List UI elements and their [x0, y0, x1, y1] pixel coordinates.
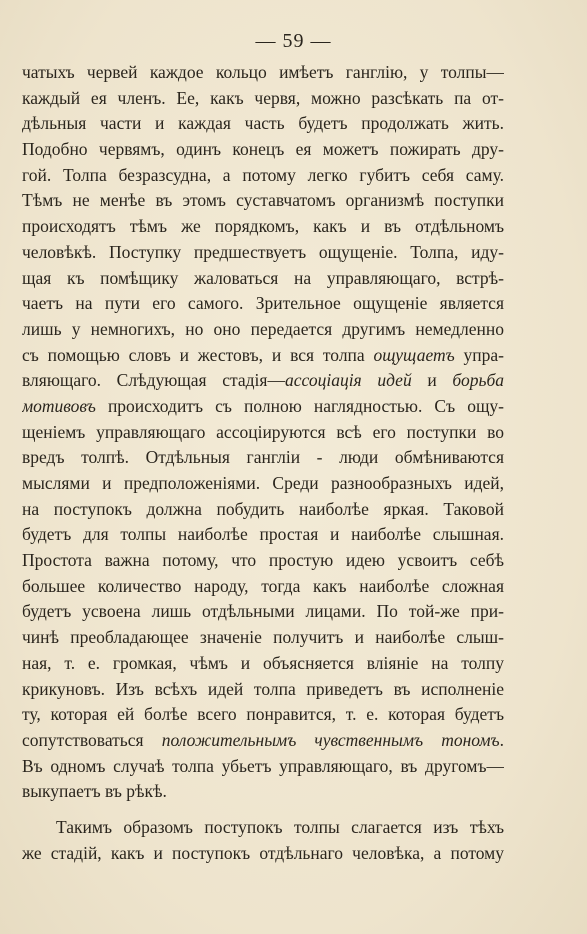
text-run: чинѣ преобладающее значеніе получитъ и наиболѣе слыш- [22, 627, 504, 648]
text-line [22, 677, 504, 703]
paragraph [22, 815, 504, 866]
text-run: будетъ для толпы наиболѣе простая и наиболѣе слышная. [22, 524, 504, 545]
text-run: Такимъ образомъ поступокъ толпы слагается изъ тѣхъ [56, 816, 504, 837]
text-line [22, 779, 504, 805]
text-run: происходитъ съ полною наглядностью. Съ ощу- [95, 395, 504, 416]
text-line [22, 445, 504, 471]
text-line [22, 651, 504, 677]
text-line [22, 137, 504, 163]
text-line [22, 368, 504, 394]
text-line [22, 497, 504, 523]
text-run: чатыхъ червей каждое кольцо имѣетъ ганглію, у толпы— [22, 62, 504, 82]
text-line [22, 841, 504, 867]
text-run: сопутствоваться [22, 729, 162, 750]
page-number: — 59 — [255, 30, 332, 52]
text-run: большее количество народу, тогда какъ наиболѣе сложная [22, 575, 504, 596]
text-run: будетъ усвоена лишь отдѣльными лицами. По той-же при- [22, 601, 504, 622]
text-run: ту, которая ей болѣе всего понравится, т. е. которая будетъ [22, 704, 504, 725]
text-run: Въ одномъ случаѣ толпа убьетъ управляющаго, въ другомъ— [22, 755, 504, 776]
text-run: же стадій, какъ и поступокъ отдѣльнаго человѣка, а потому [22, 842, 504, 863]
text-line [22, 574, 504, 600]
text-line [22, 240, 504, 266]
text-run: Подобно червямъ, одинъ конецъ ея можетъ пожирать дру- [22, 139, 504, 160]
paragraph-gap [22, 805, 504, 815]
text-run: мыслями и предположеніями. Среди разнообразныхъ идей, [22, 473, 504, 493]
text-run: и [411, 370, 453, 391]
text-line [22, 291, 504, 317]
italic-term: борьба [452, 370, 504, 391]
text-line [22, 60, 504, 86]
text-run: на поступокъ должна побудить наиболѣе яркая. Таковой [22, 498, 504, 519]
italic-term: мотивовъ [22, 395, 96, 416]
text-line [22, 86, 504, 112]
text-run: гой. Толпа безразсудна, а потому легко губитъ себя саму. [22, 164, 504, 185]
text-line [22, 815, 504, 841]
text-line [22, 394, 504, 420]
text-run: лишь у немногихъ, но оно передается другимъ немедленно [22, 318, 504, 339]
text-line [22, 728, 504, 754]
text-run: ная, т. е. громкая, чѣмъ и объясняется вліяніе на толпу [22, 652, 504, 673]
text-line [22, 343, 504, 369]
text-run: дѣльныя части и каждая часть будетъ продолжать жить. [22, 113, 504, 134]
text-line [22, 471, 504, 497]
text-run: каждый ея членъ. Ее, какъ червя, можно разсѣкать па от- [22, 87, 504, 108]
text-run: съ помощью словъ и жестовъ, и вся толпа [22, 344, 374, 365]
text-line [22, 188, 504, 214]
italic-term: ассоціація идей [284, 370, 412, 391]
text-line [22, 111, 504, 137]
text-line [22, 754, 504, 780]
text-line [22, 702, 504, 728]
text-run: щеніемъ управляющаго ассоціируются всѣ его поступки во [22, 421, 504, 442]
text-run: вляющаго. Слѣдующая стадія— [22, 370, 285, 391]
text-line [22, 522, 504, 548]
text-line [22, 214, 504, 240]
text-run: щая къ помѣщику жаловаться на управляющаго, встрѣ- [22, 267, 504, 288]
text-line [22, 599, 504, 625]
italic-term: ощущаетъ [373, 344, 455, 365]
page-text [22, 60, 504, 866]
text-run: . [499, 729, 504, 750]
text-line [22, 548, 504, 574]
text-line [22, 163, 504, 189]
paragraph [22, 60, 504, 805]
text-run: упра- [454, 344, 504, 365]
text-line [22, 266, 504, 292]
text-run: человѣкѣ. Поступку предшествуетъ ощущеніе. Толпа, иду- [22, 241, 504, 262]
text-run: крикуновъ. Изъ всѣхъ идей толпа приведетъ въ исполненіе [22, 678, 504, 699]
text-line [22, 625, 504, 651]
text-run: происходятъ тѣмъ же порядкомъ, какъ и въ отдѣльномъ [22, 216, 504, 237]
text-run: выкупаетъ въ рѣкѣ. [22, 781, 167, 802]
italic-term: положительнымъ чувственнымъ тономъ [161, 729, 500, 750]
text-line [22, 317, 504, 343]
text-line [22, 420, 504, 446]
text-run: Тѣмъ не менѣе въ этомъ суставчатомъ организмѣ поступки [22, 190, 504, 211]
text-run: вредъ толпѣ. Отдѣльныя гангліи - люди обмѣниваются [22, 447, 504, 468]
text-run: чаетъ на пути его самого. Зрительное ощущеніе является [22, 293, 504, 314]
text-run: Простота важна потому, что простую идею усвоитъ себѣ [22, 550, 504, 571]
